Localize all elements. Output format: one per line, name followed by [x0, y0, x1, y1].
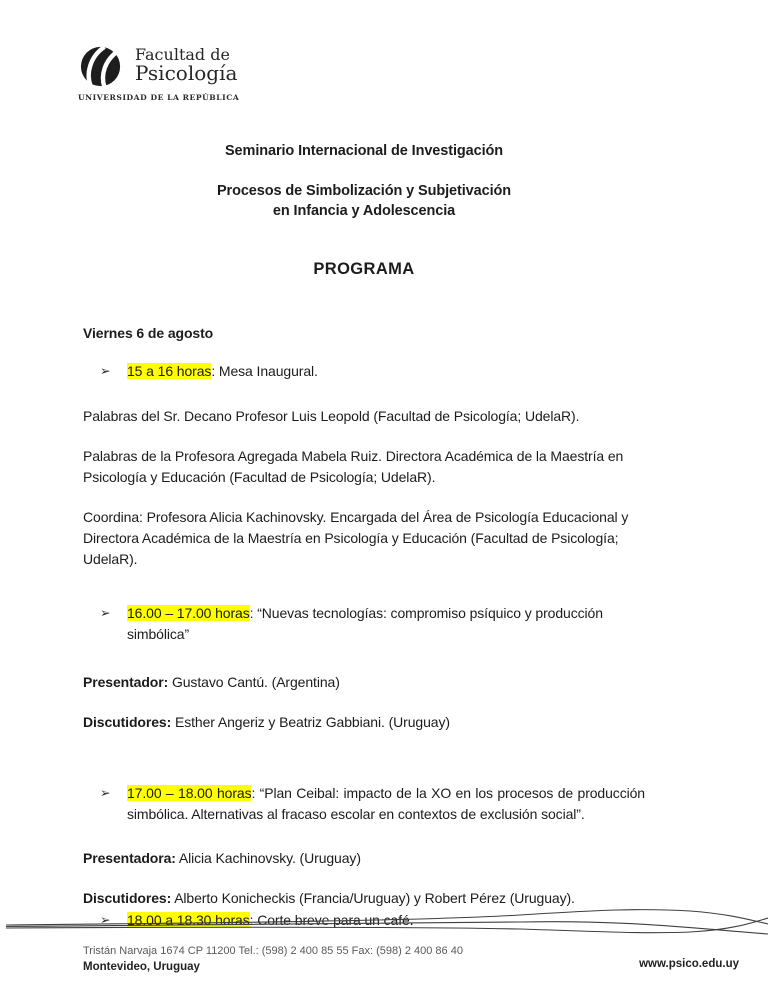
- presenter-label: Presentador:: [83, 674, 169, 690]
- schedule-item-2: [83, 603, 645, 645]
- schedule-item-3: [83, 783, 645, 825]
- session-description: : Mesa Inaugural.: [211, 363, 318, 379]
- discussants-value: Alberto Konicheckis (Francia/Uruguay) y Robert Pérez (Uruguay).: [171, 890, 575, 906]
- theme-line-2: en Infancia y Adolescencia: [272, 203, 456, 219]
- session-description: : “Plan Ceibal: impacto de la XO en los procesos de producción simbólica. Alternativas al fracaso escolar en contextos de exclusión social”.: [127, 785, 645, 822]
- time-highlight: 17.00 – 18.00 horas: [127, 785, 252, 801]
- session-description: : “Nuevas tecnologías: compromiso psíquico y producción simbólica”: [127, 605, 603, 642]
- discussants-line-1: [83, 712, 645, 733]
- footer-address-block: [83, 944, 463, 974]
- seminar-title: Seminario Internacional de Investigación: [224, 143, 504, 159]
- presenter-line-2: [83, 848, 645, 869]
- time-highlight: 15 a 16 horas: [127, 363, 212, 379]
- presenter-value: Gustavo Cantú. (Argentina): [168, 674, 340, 690]
- presenter-line: [83, 672, 645, 693]
- program-content: [83, 0, 645, 931]
- arrow-bullet-icon: ➢: [100, 913, 111, 927]
- faculty-name-line1: Facultad de: [135, 44, 230, 64]
- presenter-label: Presentadora:: [83, 850, 176, 866]
- schedule-item-1-text: [127, 361, 645, 382]
- footer-website: www.psico.edu.uy: [639, 958, 739, 970]
- paragraph-coordina: Coordina: Profesora Alicia Kachinovsky. Encargada del Área de Psicología Educacional y Directora Académica de la Maestría en Psicología y Educación (Facultad de Psicología; UdelaR).: [83, 509, 629, 567]
- theme-line-1: Procesos de Simbolización y Subjetivación: [216, 183, 512, 199]
- faculty-name-line2: Psicología: [135, 61, 238, 86]
- university-name: UNIVERSIDAD DE LA REPÚBLICA: [78, 93, 240, 102]
- schedule-item-1: [83, 361, 645, 382]
- session-description: : Corte breve para un café.: [249, 912, 414, 928]
- schedule-item-2-text: [127, 603, 645, 645]
- time-highlight: 18.00 a 18.30 horas: [127, 912, 250, 928]
- footer-city: Montevideo, Uruguay: [83, 961, 200, 973]
- time-highlight: 16.00 – 17.00 horas: [127, 605, 250, 621]
- discussants-value: Esther Angeriz y Beatriz Gabbiani. (Uruguay): [171, 714, 450, 730]
- schedule-item-3-text: [127, 783, 645, 825]
- discussants-label: Discutidores:: [83, 714, 172, 730]
- arrow-bullet-icon: ➢: [100, 364, 111, 378]
- paragraph-mabela: Palabras de la Profesora Agregada Mabela Ruiz. Directora Académica de la Maestría en Psicología y Educación (Facultad de Psicología; UdelaR).: [83, 448, 624, 485]
- program-heading: PROGRAMA: [313, 260, 415, 278]
- presenter-value: Alicia Kachinovsky. (Uruguay): [175, 850, 361, 866]
- paragraph-decano: Palabras del Sr. Decano Profesor Luis Leopold (Facultad de Psicología; UdelaR).: [83, 408, 580, 424]
- arrow-bullet-icon: ➢: [100, 786, 111, 800]
- discussants-label: Discutidores:: [83, 890, 172, 906]
- footer-address: Tristán Narvaja 1674 CP 11200 Tel.: (598) 2 400 85 55 Fax: (598) 2 400 86 40: [83, 945, 463, 957]
- seminar-theme-title: [83, 181, 645, 221]
- day-heading: Viernes 6 de agosto: [83, 325, 214, 341]
- arrow-bullet-icon: ➢: [100, 606, 111, 620]
